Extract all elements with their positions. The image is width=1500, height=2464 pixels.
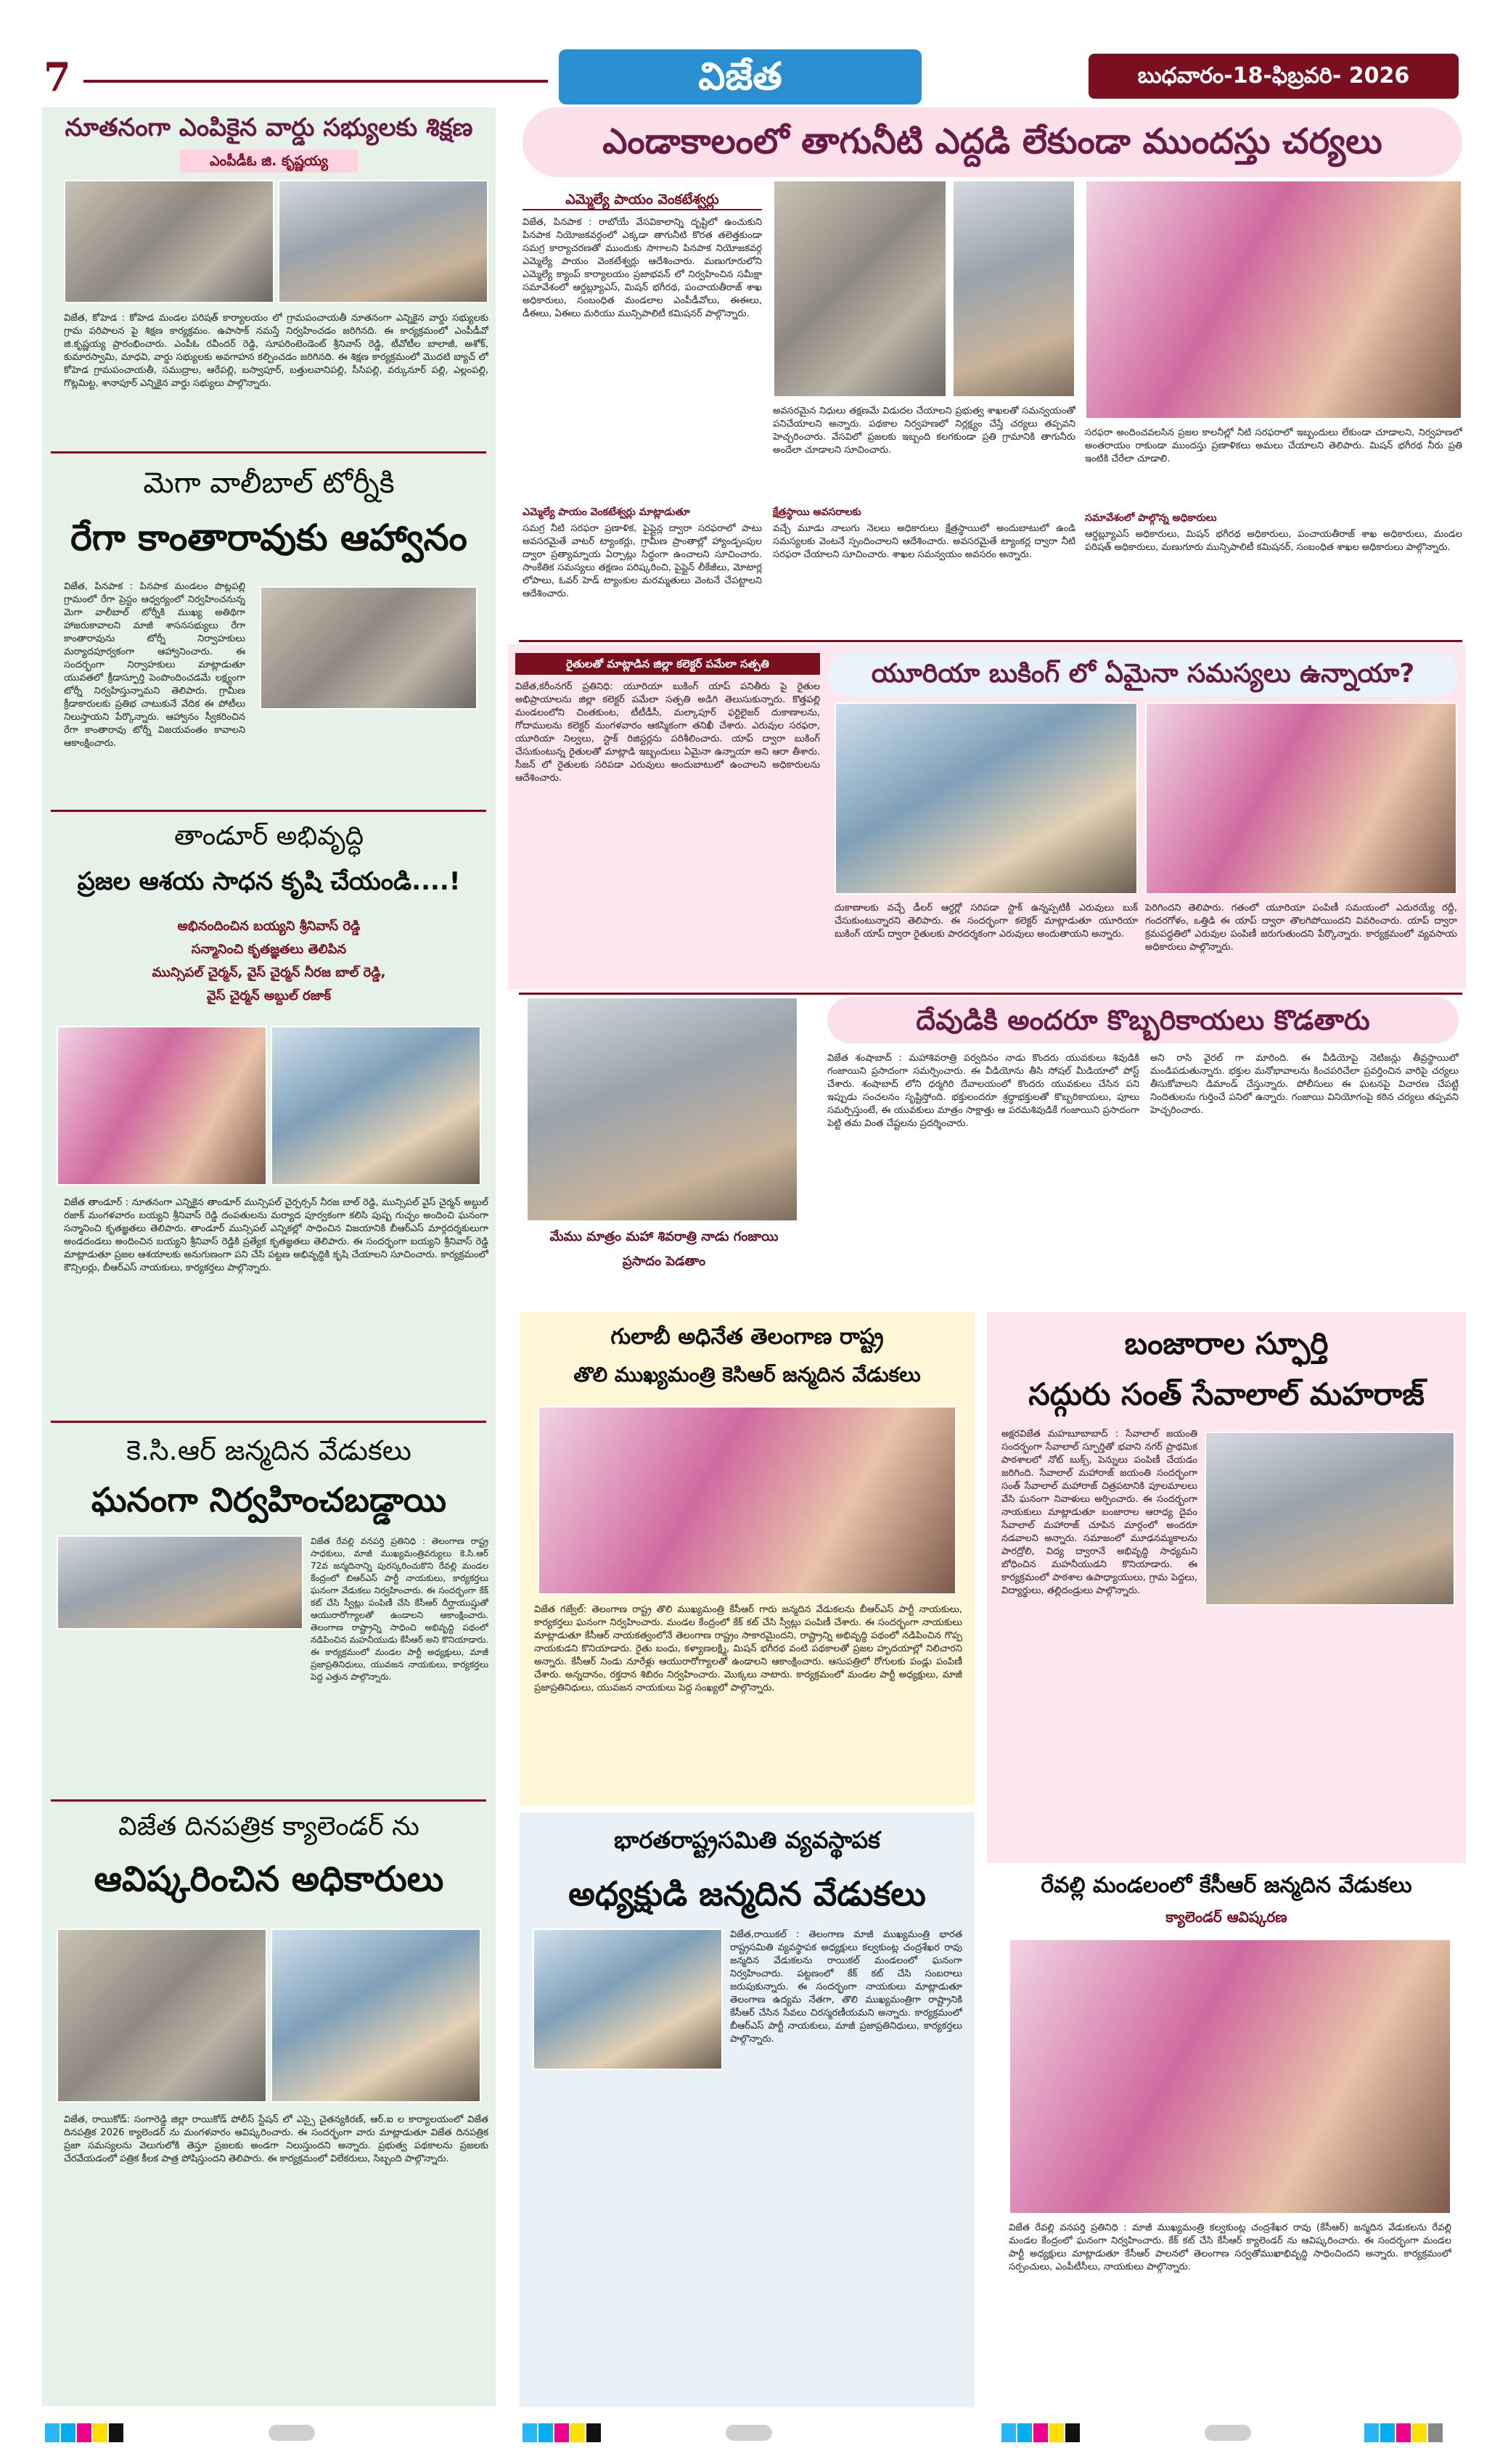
article-body: విజేత, రాయికోడ్: సంగారెడ్డి జిల్లా రాయికోడ్ పోలీస్ స్టేషన్ లో ఎస్సై చైతన్యకిరణ్, ఆర్.ఐ ల కార్యాలయంలో విజేత దినపత్రిక 2026 క్యాలెండర్ ను మంగళవారం ఆవిష్కరించారు. ఈ సందర్భంగా వారు మాట్లాడుతూ విజేత దినపత్రిక ప్రజా సమస్యలను వెలుగులోకి తెస్తూ ప్రజలకు అండగా నిలుస్తుందని అన్నారు. ప్రభుత్వ పథకాలను ప్రజలకు చేరవేయడంలో పత్రిక కీలక పాత్ర పోషిస్తుందని తెలిపారు. ఈ కార్యక్రమంలో విలేకరులు, సిబ్బంది పాల్గొన్నారు. xyxy=(64,2114,488,2164)
article-calendar-launch xyxy=(42,1805,496,2407)
headline-2: ప్రజల ఆశయ సాధన కృషి చేయండి....! xyxy=(77,867,461,896)
article-body: విజేత తాండూర్ : నూతనంగా ఎన్నికైన తాండూర్ మున్సిపల్ చైర్పర్సన్ నీరజ బాల్ రెడ్డి, మున్సిపల్ వైస్ చైర్మన్ అబ్దుల్ రజాక్ మంగళవారం బయ్యని శ్రీనివాస్ రెడ్డి దంపతులను మర్యాద పూర్వకంగా కలిసి పుష్ప గుచ్ఛం అందించి ఘనంగా సన్మానించి కృతజ్ఞతలు తెలిపారు. తాండూర్ మున్సిపల్ ఎన్నికల్లో సాధించిన విజయానికి బీఆర్ఎస్ మార్గదర్శకులుగా అండదండలు అందించిన బయ్యని శ్రీనివాస్ రెడ్డికి ప్రత్యేక కృతజ్ఞతలు తెలిపారు. ఈ సందర్భంగా బయ్యని శ్రీనివాస్ రెడ్డి మాట్లాడుతూ ప్రజల ఆశయాలకు అనుగుణంగా పని చేసి పట్టణ అభివృద్ధికి కృషి చేయాలని సూచించారు. కార్యక్రమంలో కౌన్సిలర్లు, బీఆర్ఎస్ నాయకులు, కార్యకర్తలు పాల్గొన్నారు. xyxy=(64,1197,488,1273)
headline-2: తొలి ముఖ్యమంత్రి కెసిఆర్ జన్మదిన వేడుకలు xyxy=(573,1363,921,1387)
article-tandur xyxy=(42,816,496,1418)
article-body: విజేత రేవల్లి వనపర్తి ప్రతినిధి : మాజీ ముఖ్యమంత్రి కల్వకుంట్ల చంద్రశేఖర రావు (కేసీఆర్) జన్మదిన వేడుకలను రేవల్లి మండల కేంద్రంలో ఘనంగా నిర్వహించారు. కేక్ కట్ చేసి కేసీఆర్ క్యాలెండర్ ను ఆవిష్కరించారు. ఈ సందర్భంగా మండల పార్టీ అధ్యక్షులు మాట్లాడుతూ కేసీఆర్ పాలనలో తెలంగాణ సర్వతోముఖాభివృద్ధి సాధించిందని అన్నారు. కార్యక్రమంలో సర్పంచులు, ఎంపీటీసీలు, నాయకులు పాల్గొన్నారు. xyxy=(1009,2222,1451,2272)
photo-review-meeting-2 xyxy=(952,180,1075,398)
urea-body-3: పెరిగిందని తెలిపారు. గతంలో యూరియా పంపిణీ సమయంలో ఎదురయ్యే రద్దీ, గందరగోళం, ఒత్తిడి ఈ యాప్ ద్వారా తొలగిపోయిందని వివరించారు. యాప్ ద్వారా క్రమపద్ధతిలో ఎరువుల పంపిణీ జరుగుతుందని పేర్కొన్నారు. కార్యక్రమంలో వ్యవసాయ అధికారులు పాల్గొన్నారు. xyxy=(1145,903,1457,953)
masthead-logo xyxy=(559,49,922,104)
photo-kcr-celebration xyxy=(57,1535,303,1630)
photo-caption-1: మేము మాత్రం మహా శివరాత్రి నాడు గంజాయి xyxy=(549,1229,779,1244)
divider xyxy=(51,810,486,812)
article-volleyball xyxy=(42,457,496,805)
byline: ఎంపీడీఓ జి. కృష్ణయ్య xyxy=(180,149,358,173)
article-body: విజేత, కోహెడ : కోహెడ మండల పరిషత్ కార్యాలయం లో గ్రామపంచాయతీ నూతనంగా ఎన్నికైన వార్డు సభ్యులకు గ్రామ పరిపాలన పై శిక్షణ కార్యక్రమం. ఉపాసాక్ నమస్తే నిర్వహించడం జరిగినది. ఈ కార్యక్రమంలో ఎంపీడీవో జి.కృష్ణయ్య ప్రారంభించారు. ఎంపీఓ రవీందర్ రెడ్డి, సూపరింటెండెంట్ శ్రీనివాస్ రెడ్డి, టీవోటీల బాలాజీ, అశోక్, కుమారస్వామి, మాధవి, వార్డు సభ్యులకు అవగాహన కల్పించడం జరిగినది. ఈ శిక్షణ కార్యక్రమంలో మొదటి బ్యాచ్ లో కోహెడ గ్రామపంచాయతీ, సముద్రాల, ఆరేపల్లి, బస్వాపూర్, బత్తులవానిపల్లి, సీసిపల్లి, వర్కునూర్ పల్లి, ఎల్లంపల్లి, గొట్లమిట్ట, శానాపూర్ ఎన్నికైన వార్డు సభ్యులు పాల్గొన్నారు. xyxy=(64,313,488,389)
photo-caption-2: ప్రసాదం పెడతాం xyxy=(622,1254,706,1269)
subhead-1: అభినందించిన బయ్యని శ్రీనివాస్ రెడ్డి xyxy=(177,919,361,934)
registration-pill-1 xyxy=(269,2425,315,2441)
headline-1: మెగా వాలీబాల్ టోర్నీకి xyxy=(143,467,395,500)
lead-body-1: విజేత, పినపాక : రాబోయే వేసవికాలాన్ని దృష్టిలో ఉంచుకుని పినపాక నియోజకవర్గంలో ఎక్కడా తాగునీటి కొరత తలెత్తకుండా సమగ్ర కార్యాచరణతో ముందుకు సాగాలని పినపాక నియోజకవర్గ ఎమ్మెల్యే పాయం వెంకటేశ్వర్లు ఆదేశించారు. మణుగూరులోని ఎమ్మెల్యే క్యాంప్ కార్యాలయం ప్రజాభవన్ లో నిర్వహించిన సమీక్షా సమావేశంలో ఆర్డబ్ల్యూఎస్, మిషన్ భగీరథ, పంచాయతీరాజ్ శాఖ అధికారులు, సంబంధిత మండలాల ఎంపీడీవోలు, ఈఈలు, డీఈలు, ఏఈలు మరియు మున్సిపాలిటీ కమిషనర్ పాల్గొన్నారు. xyxy=(522,217,762,319)
registration-pill-3 xyxy=(1205,2425,1251,2441)
lead-body-5: సరఫరా అందించవలసిన ప్రజల కాలనీల్లో నీటి సరఫరాలో ఇబ్బందులు లేకుండా చూడాలని, నిర్వహణలో అంతరాయం రాకుండా ముందస్తు ప్రణాళికలు అమలు చేయాలని తెలిపారు. మిషన్ భగీరథ నీరు ప్రతి ఇంటికి చేరేలా చూడాలి. xyxy=(1085,427,1462,464)
urea-body-1: విజేత,కరీంనగర్ ప్రతినిధి: యూరియా బుకింగ్ యాప్ పనితీరు పై రైతుల అభిప్రాయాలను జిల్లా కలెక్టర్ పమేలా సత్పతి అడిగి తెలుసుకున్నారు. కొత్తపల్లి మండలంలోని చింతకుంట, టీటీడీసీ, మల్కాపూర్ ఫర్టిలైజర్ దుకాణాలను, గోదాములను కలెక్టర్ మంగళవారం ఆకస్మికంగా తనిఖీ చేశారు. ఎరువుల సరఫరా, యూరియా నిల్వలు, స్టాక్ రిజిస్టర్లను పరిశీలించారు. యాప్ ద్వారా బుకింగ్ చేసుకుంటున్న రైతులతో మాట్లాడి ఇబ్బందులు ఏమైనా ఉన్నాయా అని ఆరా తీశారు. సీజన్ లో రైతులకు సరిపడా ఎరువులు అందుబాటులో ఉంచాలని అధికారులను ఆదేశించారు. xyxy=(515,681,820,784)
article-body: విజేత గజ్వేల్: తెలంగాణ రాష్ట్ర తొలి ముఖ్యమంత్రి కేసీఆర్ గారు జన్మదిన వేడుకలను బీఆర్ఎస్ పార్టీ నాయకులు, కార్యకర్తలు ఘనంగా నిర్వహించారు. మండల కేంద్రంలో కేక్ కట్ చేసి స్వీట్లు పంపిణీ చేశారు. ఈ సందర్భంగా నాయకులు మాట్లాడుతూ కేసీఆర్ నాయకత్వంలోనే తెలంగాణ రాష్ట్రం సాకారమైందని, రాష్ట్రాన్ని అభివృద్ధి పథంలో నడిపించిన గొప్ప నాయకుడని కొనియాడారు. రైతు బంధు, కళ్యాణలక్ష్మి, మిషన్ భగీరథ వంటి పథకాలతో ప్రజల హృదయాల్లో నిలిచారని అన్నారు. కేసీఆర్ నిండు నూరేళ్లు ఆయురారోగ్యాలతో ఉండాలని ఆకాంక్షించారు. ఆసుపత్రిలో రోగులకు పండ్లు పంపిణీ చేశారు. అన్నదానం, రక్తదాన శిబిరం నిర్వహించారు. మొక్కలు నాటారు. కార్యక్రమంలో మండల పార్టీ అధ్యక్షులు, మాజీ ప్రజాప్రతినిధులు, యువజన నాయకులు పెద్ద సంఖ్యలో పాల్గొన్నారు. xyxy=(534,1604,962,1693)
lead-body-2: సమగ్ర నీటి సరఫరా ప్రణాళిక, పైప్లైన్ల ద్వారా సరఫరాలో పాటు అవసరమైతే వాటర్ ట్యాంకర్లు, గ్రామీణ ప్రాంతాల్లో హ్యాండ్పంపుల ద్వారా ప్రత్యామ్నాయ ఏర్పాట్లు సిద్ధంగా ఉంచాలని సూచించారు. సాంకేతిక సమస్యలు తక్షణం పరిష్కరించి, పైప్లైన్ లీకేజీలు, మోటార్ల లోపాలు, ఓవర్ హెడ్ ట్యాంకుల మరమ్మతులు వెంటనే చేపట్టాలని ఆదేశించారు. xyxy=(522,523,762,599)
article-kcr-birthday-revalli xyxy=(42,1426,496,1796)
banjara-story xyxy=(987,1312,1466,1863)
devudu-headline: దేవుడికి అందరూ కొబ్బరికాయలు కొడతారు xyxy=(916,1004,1370,1036)
lead-story xyxy=(508,107,1466,637)
brs-story xyxy=(520,1812,975,2407)
photo-calendar-2 xyxy=(271,1929,481,2103)
photo-collector-fertilizer-shop xyxy=(835,702,1138,895)
article-body: అక్షరవిజేత మహబూబాబాద్ : సేవాలాల్ జయంతి సందర్భంగా సేవాలాల్ స్ఫూర్తితో భవాని నగర్ ప్రాథమిక పాఠశాలలో నోట్ బుక్స్, పెన్నులు పంపిణీ చేయడం జరిగింది. సేవాలాల్ మహారాజ్ జయంతి సందర్భంగా సంత్ సేవాలాల్ మహారాజ్ చిత్రపటానికి పూలమాలలు వేసి ఘనంగా నివాళులు అర్పించారు. ఈ సందర్భంగా నాయకులు మాట్లాడుతూ బంజారాల ఆరాధ్య దైవం సేవాలాల్ మహారాజ్ చూపిన మార్గంలో అందరూ నడవాలని అన్నారు. సమాజంలో మూఢనమ్మకాలను పారద్రోలి, విద్య ద్వారానే అభివృద్ధి సాధ్యమని బోధించిన మహనీయుడని కొనియాడారు. ఈ కార్యక్రమంలో పాఠశాల ఉపాధ్యాయులు, గ్రామ పెద్దలు, విద్యార్థులు, తల్లిదండ్రులు పాల్గొన్నారు. xyxy=(1001,1429,1197,1596)
photo-tandur-felicitation-2 xyxy=(271,1026,481,1186)
article-body: విజేత రేవల్లి వనపర్తి ప్రతినిధి : తెలంగాణ రాష్ట్ర సాధకులు, మాజీ ముఖ్యమంత్రివర్యులు కె.సి.ఆర్ 72వ జన్మదినాన్ని పురస్కరించుకొని రేవల్లి మండల కేంద్రంలో బిఆర్ఎస్ పార్టీ నాయకులు, కార్యకర్తలు ఘనంగా వేడుకలు నిర్వహించారు. ఈ సందర్భంగా కేక్ కట్ చేసి స్వీట్లు పంపిణీ చేసి కేసీఆర్ దీర్ఘాయుష్షుతో ఆయురారోగ్యాలతో ఉండాలని ఆకాంక్షించారు. తెలంగాణ రాష్ట్రాన్ని సాధించి అభివృద్ధి పథంలో నడిపించిన మహనీయుడు కేసీఆర్ అని కొనియాడారు. ఈ కార్యక్రమంలో మండల పార్టీ అధ్యక్షులు, మాజీ ప్రజాప్రతినిధులు, యువజన నాయకులు, కార్యకర్తలు పెద్ద ఎత్తున పాల్గొన్నారు. xyxy=(311,1536,488,1682)
photo-volleyball-invite xyxy=(260,586,478,710)
registration-pill-2 xyxy=(726,2425,772,2441)
registration-mark-4 xyxy=(1364,2423,1444,2445)
photo-youths-selfie xyxy=(526,997,798,1222)
photo-calendar-1 xyxy=(57,1929,267,2103)
divider xyxy=(51,1799,486,1802)
article-ward-training xyxy=(42,107,496,452)
photo-collector-with-farmers xyxy=(1145,702,1457,895)
devudu-body-2: అని రాసి వైరల్ గా మారింది. ఈ వీడియోపై నెటిజన్లు తీవ్రస్థాయిలో మండిపడుతున్నారు. భక్తుల మనోభావాలను కించపరిచేలా ప్రవర్తించిన వారిపై చర్యలు తీసుకోవాలని డిమాండ్ చేస్తున్నారు. పోలీసులు ఈ ఘటనపై విచారణ చేపట్టి నిందితులను గుర్తించే పనిలో ఉన్నారు. గంజాయి వినియోగంపై కఠిన చర్యలు తప్పవని హెచ్చరించారు. xyxy=(1150,1053,1459,1116)
registration-mark-2 xyxy=(522,2423,602,2445)
photo-training-hall xyxy=(64,180,274,303)
photo-kcr-cake-cutting xyxy=(538,1406,956,1595)
divider xyxy=(519,993,1462,995)
article-body: విజేత, పినపాక : పినపాక మండలం పొట్లపల్లి గ్రామంలో రేగా ప్రెస్టం ఆధ్వర్యంలో నిర్వహించనున్న మెగా వాలీబాల్ టోర్నీకి ముఖ్య అతిథిగా హాజరుకావాలని మాజీ శాసనసభ్యులు రేగా కాంతారావును టోర్నీ నిర్వాహకులు మర్యాదపూర్వకంగా ఆహ్వానించారు. ఈ సందర్భంగా నిర్వాహకులు మాట్లాడుతూ యువతలో క్రీడాస్ఫూర్తి పెంపొందించడమే లక్ష్యంగా టోర్నీ నిర్వహిస్తున్నామని తెలిపారు. గ్రామీణ క్రీడాకారులకు ప్రతిభ చాటుకునే వేదిక ఈ పోటీలు నిలుస్తాయని పేర్కొన్నారు. ఆహ్వానం స్వీకరించిన రేగా కాంతారావు టోర్నీ విజయవంతం కావాలని ఆకాంక్షించారు. xyxy=(64,581,245,749)
urea-label: రైతులతో మాట్లాడిన జిల్లా కలెక్టర్ పమేలా సత్పతి xyxy=(515,653,820,675)
headline-1: బంజారాల స్ఫూర్తి xyxy=(1124,1326,1329,1361)
gulabi-story xyxy=(520,1312,975,1805)
headline-2: సద్గురు సంత్ సేవాలాల్ మహరాజ్ xyxy=(1028,1376,1425,1412)
subhead-3: మున్సిపల్ చైర్మన్, వైస్ చైర్మన్ నీరజ బాల్ రెడ్డి, xyxy=(152,965,386,980)
devudu-story xyxy=(508,997,1466,1309)
revalli-story xyxy=(987,1866,1466,2407)
registration-mark-1 xyxy=(45,2423,125,2445)
photo-sevalal-jayanti xyxy=(1205,1432,1455,1606)
devudu-body-1: విజేత శంషాబాద్ : మహాశివరాత్రి పర్వదినం నాడు కొందరు యువకులు శివుడికి గంజాయిని ప్రసాదంగా సమర్పించారు. ఈ వీడియోను తీసి సోషల్ మీడియాలో పోస్ట్ చేశారు. శంషాబాద్ లోని ధర్మగిరి దేవాలయంలో కొందరు యువకులు చేసిన పని ఇప్పుడు సంచలనం సృష్టిస్తోంది. భక్తులందరూ శ్రద్ధాభక్తులతో కొబ్బరికాయలు, పూలు సమర్పిస్తుంటే, ఈ యువకులు మాత్రం సాక్షాత్తు ఆ పరమశివుడికే గంజాయిని ప్రసాదంగా పెట్టి తమ వింత చేష్టలను ప్రదర్శించారు. xyxy=(827,1053,1139,1129)
headline-1: కె.సి.ఆర్ జన్మదిన వేడుకలు xyxy=(126,1434,411,1466)
headline-2: రేగా కాంతారావుకు ఆహ్వానం xyxy=(70,517,467,559)
page-header xyxy=(0,51,1500,103)
subhead: క్యాలెండర్ ఆవిష్కరణ xyxy=(1165,1908,1287,1926)
headline-2: అధ్యక్షుడి జన్మదిన వేడుకలు xyxy=(568,1874,926,1913)
subhead-4: వైస్ చైర్మన్ అబ్దుల్ రజాక్ xyxy=(206,988,332,1003)
article-body: విజేత,రాయికల్ : తెలంగాణ మాజీ ముఖ్యమంత్రి భారత రాష్ట్రసమితి వ్యవస్థాపక అధ్యక్షులు కల్వకుంట్ల చంద్రశేఖర రావు జన్మదిన వేడుకలను రాయికల్ మండలంలో ఘనంగా నిర్వహించారు. పట్టణంలో కేక్ కట్ చేసి సంబరాలు జరుపుకున్నారు. ఈ సందర్భంగా నాయకులు మాట్లాడుతూ తెలంగాణ ఉద్యమ నేతగా, తొలి ముఖ్యమంత్రిగా రాష్ట్రానికి కేసీఆర్ చేసిన సేవలు చిరస్మరణీయమని అన్నారు. కార్యక్రమంలో బీఆర్ఎస్ పార్టీ నాయకులు, మాజీ ప్రజాప్రతినిధులు, కార్యకర్తలు పాల్గొన్నారు. xyxy=(730,1929,962,2045)
lead-subhead-2: క్షేత్రస్థాయి అవసరాలకు xyxy=(773,506,861,518)
headline-1: విజేత దినపత్రిక క్యాలెండర్ ను xyxy=(118,1812,419,1841)
photo-mla-speaking xyxy=(1085,180,1462,419)
header-line-left xyxy=(83,80,548,83)
photo-review-meeting-1 xyxy=(773,180,947,398)
divider xyxy=(519,640,1462,642)
urea-story xyxy=(508,644,1466,989)
page-number: 7 xyxy=(44,54,71,100)
headline-1: తాండూర్ అభివృద్ధి xyxy=(173,821,364,851)
lead-body-3: అవసరమైన నిధులు తక్షణమే విడుదల చేయాలని ప్రభుత్వ శాఖలతో సమన్వయంతో పనిచేయాలని అన్నారు. పథకాల నిర్వహణలో నిర్లక్ష్యం చేస్తే చర్యలు తప్పవని హెచ్చరించారు. వేసవిలో ప్రజలకు ఇబ్బంది కలగకుండా ప్రతి గ్రామానికి తాగునీరు అందేలా చూడాలని సూచించారు. xyxy=(773,406,1075,456)
header-date xyxy=(1089,54,1459,99)
headline-2: ఘనంగా నిర్వహించబడ్డాయి xyxy=(91,1480,447,1519)
lead-byline: ఎమ్మెల్యే పాయం వెంకటేశ్వర్లు xyxy=(522,189,762,210)
divider xyxy=(51,451,486,453)
lead-subhead-1: ఎమ్మెల్యే పాయం వెంకటేశ్వర్లు మాట్లాడుతూ xyxy=(522,506,690,518)
photo-tandur-felicitation-1 xyxy=(57,1026,267,1186)
headline: నూతనంగా ఎంపికైన వార్డు సభ్యులకు శిక్షణ xyxy=(65,113,473,142)
headline-1: భారతరాష్ట్రసమితి వ్యవస్థాపక xyxy=(614,1826,880,1854)
date-text: బుధవారం-18-ఫిబ్రవరి- 2026 xyxy=(1137,63,1410,89)
lead-body-6: ఆర్డబ్ల్యూఎస్ అధికారులు, మిషన్ భగీరథ అధికారులు, పంచాయతీరాజ్ శాఖ అధికారులు, మండల పరిషత్ అధికారులు, మణుగూరు మున్సిపాలిటీ కమిషనర్, సంబంధిత శాఖల అధికారులు పాల్గొన్నారు. xyxy=(1085,529,1462,553)
headline-2: ఆవిష్కరించిన అధికారులు xyxy=(94,1859,444,1900)
lead-body-4: వచ్చే మూడు నాలుగు నెలలు అధికారులు క్షేత్రస్థాయిలో అందుబాటులో ఉండి సమస్యలకు వెంటనే స్పందించాలని ఆదేశించారు. అవసరమైతే ట్యాంకర్ల ద్వారా నీటి సరఫరా చేయాలని సూచించారు. శాఖల సమన్వయం అవసరం అన్నారు. xyxy=(773,523,1075,560)
headline-1: గులాబీ అధినేత తెలంగాణ రాష్ట్ర xyxy=(610,1324,884,1350)
urea-headline: యూరియా బుకింగ్ లో ఏమైనా సమస్యలు ఉన్నాయా? xyxy=(871,659,1415,689)
photo-brs-rally xyxy=(533,1929,723,2070)
lead-subhead-3: సమావేశంలో పాల్గొన్న అధికారులు xyxy=(1085,512,1217,524)
subhead-2: సన్మానించి కృతజ్ఞతలు తెలిపిన xyxy=(191,942,347,957)
photo-training-audience xyxy=(278,180,488,303)
headline: రేవల్లి మండలంలో కేసీఆర్ జన్మదిన వేడుకలు xyxy=(1041,1873,1412,1898)
lead-headline: ఎండాకాలంలో తాగునీటి ఎద్దడి లేకుండా ముందస్తు చర్యలు xyxy=(602,121,1382,162)
divider xyxy=(51,1421,486,1423)
registration-mark-3 xyxy=(1001,2423,1081,2445)
photo-kcr-calendar-release xyxy=(1009,1939,1451,2214)
logo-text: విజేత xyxy=(698,54,782,99)
urea-body-2: దుకాణాలకు వచ్చే డీలర్ ఆర్డర్లో సరిపడా స్టాక్ ఉన్నప్పటికీ ఎరువులు బుక్ చేసుకుంటున్నారని తెలిపారు. ఈ సందర్భంగా కలెక్టర్ మాట్లాడుతూ యూరియా బుకింగ్ యాప్ ద్వారా రైతులకు పారదర్శకంగా ఎరువులు అందుతాయని అన్నారు. xyxy=(835,903,1138,940)
